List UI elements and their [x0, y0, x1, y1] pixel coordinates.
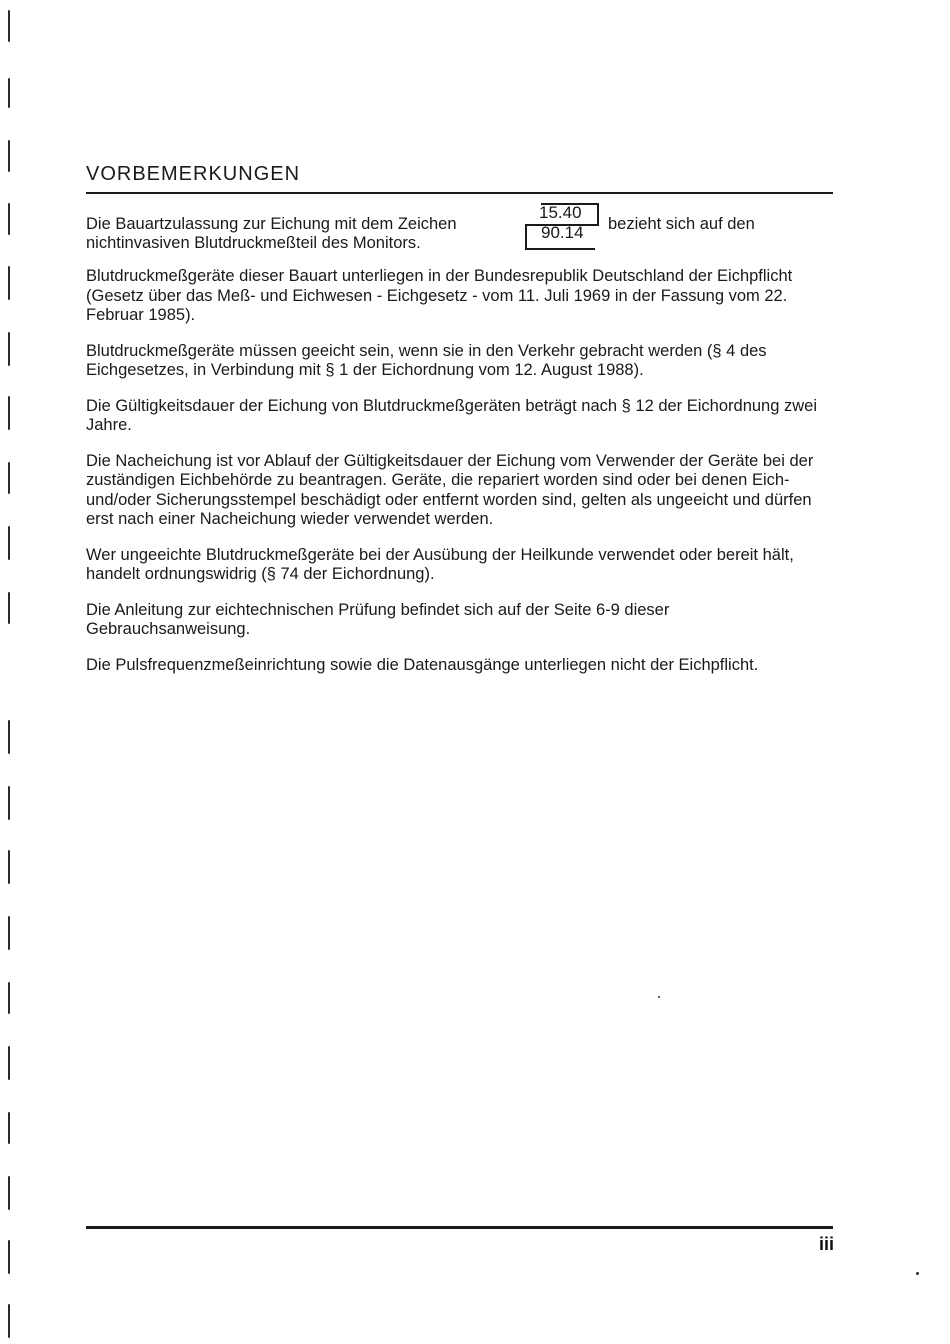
scan-speck: [658, 996, 660, 998]
approval-mark-bottom: 90.14: [541, 223, 584, 242]
paragraph: Wer ungeeichte Blutdruckmeßgeräte bei der Ausübung der Heilkunde verwendet oder bereit hält, handelt ordnungswidrig (§ 74 der Eichordnung).: [86, 545, 794, 583]
heading-rule: [86, 192, 833, 194]
page-number: iii: [818, 1234, 834, 1254]
page-heading: VORBEMERKUNGEN: [86, 163, 301, 185]
scan-speck: [916, 1272, 919, 1275]
paragraph: Die Pulsfrequenzmeßeinrichtung sowie die Datenausgänge unterliegen nicht der Eichpflicht.: [86, 655, 759, 674]
intro-text-after: bezieht sich auf den: [608, 215, 755, 233]
paragraph: Die Nacheichung ist vor Ablauf der Gültigkeitsdauer der Eichung vom Verwender der Geräte bei der zuständigen Eichbehörde zu beantragen. Geräte, die repariert worden sind oder bei denen Eich- und/oder Sicherungsstempel beschädigt oder entfernt worden sind, gelten als ungeeicht und dürfen erst nach einer Nacheichung wieder verwendet werden.: [86, 451, 814, 528]
paragraph: Die Anleitung zur eichtechnischen Prüfung befindet sich auf der Seite 6-9 dieser Gebrauchsanweisung.: [86, 600, 670, 638]
intro-line-2: nichtinvasiven Blutdruckmeßteil des Monitors.: [86, 234, 421, 252]
body-text: [86, 203, 836, 691]
approval-mark-top: 15.40: [539, 203, 582, 222]
intro-text-before: Die Bauartzulassung zur Eichung mit dem Zeichen: [86, 215, 457, 233]
approval-mark: [523, 203, 599, 251]
footer-rule: [86, 1226, 833, 1229]
intro-paragraph: [86, 203, 836, 253]
binding-marks: [6, 0, 16, 1344]
paragraph: Blutdruckmeßgeräte müssen geeicht sein, wenn sie in den Verkehr gebracht werden (§ 4 des Eichgesetzes, in Verbindung mit § 1 der Eichordnung vom 12. August 1988).: [86, 341, 767, 379]
paragraph: Die Gültigkeitsdauer der Eichung von Blutdruckmeßgeräten beträgt nach § 12 der Eichordnung zwei Jahre.: [86, 396, 818, 434]
paragraph: Blutdruckmeßgeräte dieser Bauart unterliegen in der Bundesrepublik Deutschland der Eichpflicht (Gesetz über das Meß- und Eichwesen - Eichgesetz - vom 11. Juli 1969 in der Fassung vom 22. Februar 1985).: [86, 267, 793, 324]
